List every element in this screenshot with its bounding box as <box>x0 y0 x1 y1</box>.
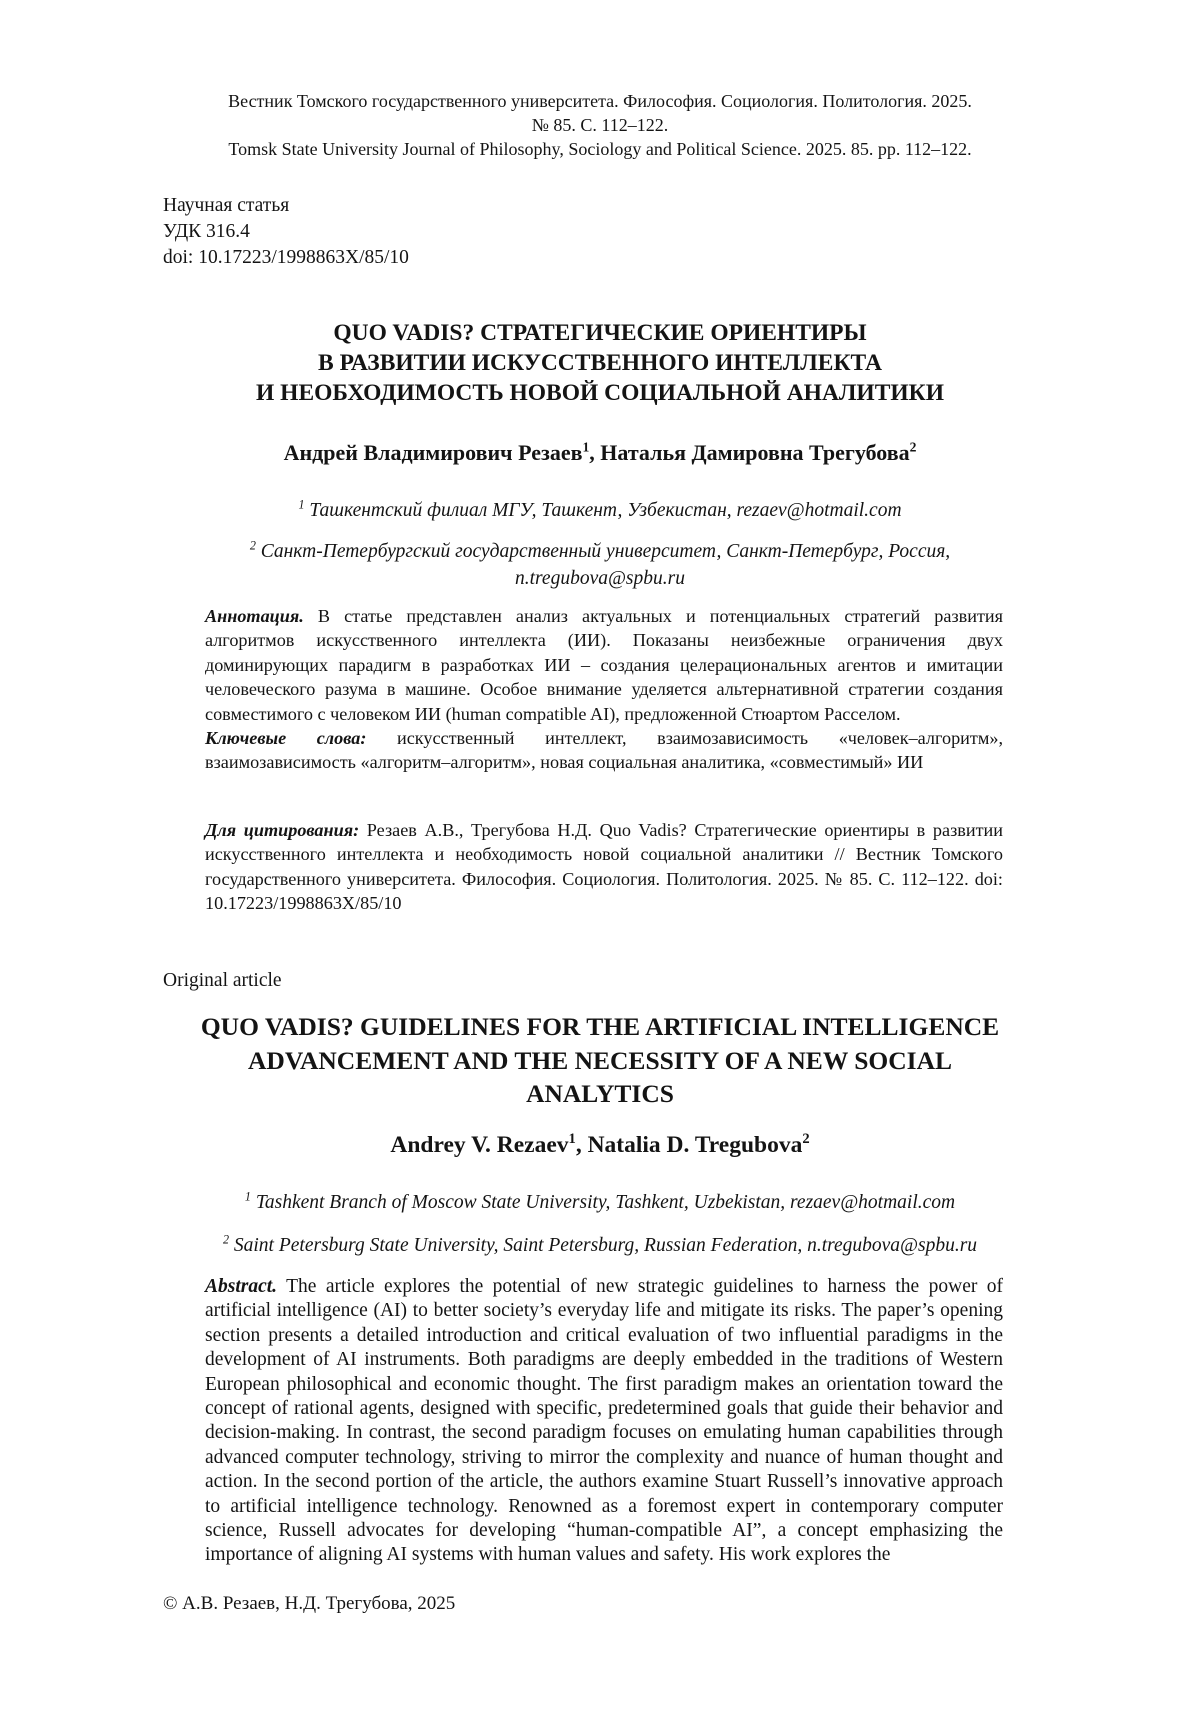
abstract-en-label: Abstract. <box>205 1276 278 1297</box>
author-name: Andrey V. Rezaev <box>390 1132 569 1158</box>
author-affiliation-mark: 1 <box>568 1131 576 1148</box>
affiliation-mark: 2 <box>249 538 256 553</box>
abstract-ru-paragraph <box>205 604 1003 726</box>
affiliation-text: Saint Petersburg State University, Saint Petersburg, Russian Federation, n.tregubova@spbu.ru <box>233 1235 978 1256</box>
affiliation-email: n.tregubova@spbu.ru <box>515 568 685 589</box>
affiliation-text: Tashkent Branch of Moscow State University, Tashkent, Uzbekistan, rezaev@hotmail.com <box>255 1192 956 1213</box>
author-name: Андрей Владимирович Резаев <box>283 440 583 465</box>
author-affiliation-mark: 2 <box>802 1131 810 1148</box>
article-type-en: Original article <box>163 970 282 991</box>
copyright: © А.В. Резаев, Н.Д. Трегубова, 2025 <box>163 1593 456 1614</box>
author-affiliation-mark: 1 <box>582 439 590 455</box>
citation-label: Для цитирования: <box>205 820 360 840</box>
title-en-line: ADVANCEMENT AND THE NECESSITY OF A NEW SOCIAL <box>247 1045 953 1075</box>
author-name: Наталья Дамировна Трегубова <box>600 440 910 465</box>
journal-header-ru: Вестник Томского государственного университета. Философия. Социология. Политология. 2025. <box>228 91 972 111</box>
title-en-line: QUO VADIS? GUIDELINES FOR THE ARTIFICIAL INTELLIGENCE <box>200 1012 1000 1041</box>
abstract-ru-text: В статье представлен анализ актуальных и потенциальных стратегий развития алгоритмов искусственного интеллекта (ИИ). Показаны неизбежные ограничения двух доминирующих парадигм в разработках ИИ – создания целерациональных агентов и имитации человеческого разума в машине. Особое внимание уделяется альтернативной стратегии создания совместимого с человеком ИИ (human compatible AI), предложенной Стюартом Расселом. <box>205 606 1003 724</box>
title-ru-line: В РАЗВИТИИ ИСКУССТВЕННОГО ИНТЕЛЛЕКТА <box>318 350 882 376</box>
author-separator: , <box>589 440 601 465</box>
affiliation-text: Ташкентский филиал МГУ, Ташкент, Узбекистан, rezaev@hotmail.com <box>309 500 902 521</box>
authors-en <box>140 1132 1060 1159</box>
citation-text: Резаев А.В., Трегубова Н.Д. Quo Vadis? Стратегические ориентиры в развитии искусственного интеллекта и необходимость новой социальной аналитики // Вестник Томского государственного университета. Философия. Социология. Политология. 2025. № 85. С. 112–122. doi: 10.17223/1998863X/85/10 <box>205 820 1003 914</box>
abstract-en-text: The article explores the potential of new strategic guidelines to harness the power of artificial intelligence (AI) to better society’s everyday life and mitigate its risks. The paper’s opening section presents a detailed introduction and critical evaluation of two influential paradigms in the development of AI instruments. Both paradigms are deeply embedded in the traditions of Western European philosophical and economic thought. The first paradigm makes an orientation toward the concept of rational agents, designed with specific, predetermined goals that guide their behavior and decision-making. In contrast, the second paradigm focuses on emulating human capabilities through advanced computer technology, striving to mirror the complexity and nuance of human thought and action. In the second portion of the article, the authors examine Stuart Russell’s innovative approach to artificial intelligence technology. Renowned as a foremost expert in contemporary computer science, Russell advocates for developing “human-compatible AI”, a concept emphasizing the importance of aligning AI systems with human values and safety. His work explores the <box>205 1276 1003 1566</box>
title-ru-line: QUO VADIS? СТРАТЕГИЧЕСКИЕ ОРИЕНТИРЫ <box>333 320 867 346</box>
affiliation-mark: 1 <box>298 497 305 512</box>
abstract-ru <box>205 604 1003 775</box>
affiliation-text: Санкт-Петербургский государственный университет, Санкт-Петербург, Россия, <box>260 541 951 562</box>
affiliation-ru-2 <box>150 538 1050 592</box>
authors-ru <box>140 440 1060 466</box>
journal-header-issue: № 85. С. 112–122. <box>531 115 669 135</box>
citation <box>205 818 1003 916</box>
title-en <box>140 1010 1060 1111</box>
doi: doi: 10.17223/1998863X/85/10 <box>163 247 409 268</box>
affiliation-mark: 1 <box>244 1189 251 1204</box>
article-meta <box>163 193 409 271</box>
keywords-ru <box>205 726 1003 775</box>
author-separator: , <box>575 1132 588 1158</box>
affiliation-mark: 2 <box>222 1232 229 1247</box>
udk-code: УДК 316.4 <box>163 221 250 242</box>
author-affiliation-mark: 2 <box>909 439 917 455</box>
article-type-ru: Научная статья <box>163 195 290 216</box>
journal-header <box>150 89 1050 161</box>
abstract-en <box>205 1275 1003 1568</box>
keywords-ru-text: искусственный интеллект, взаимозависимость «человек–алгоритм», взаимозависимость «алгоритм–алгоритм», новая социальная аналитика, «совместимый» ИИ <box>205 728 1003 773</box>
author-name: Natalia D. Tregubova <box>587 1132 803 1158</box>
title-en-line: ANALYTICS <box>526 1079 674 1108</box>
affiliation-en-2 <box>150 1232 1050 1259</box>
affiliation-ru-1 <box>150 497 1050 524</box>
title-ru-line: И НЕОБХОДИМОСТЬ НОВОЙ СОЦИАЛЬНОЙ АНАЛИТИКИ <box>256 380 944 406</box>
keywords-ru-label: Ключевые слова: <box>205 728 367 749</box>
affiliation-en-1 <box>150 1189 1050 1216</box>
title-ru <box>140 318 1060 408</box>
journal-header-en: Tomsk State University Journal of Philosophy, Sociology and Political Science. 2025. 85. pp. 112–122. <box>228 139 972 159</box>
abstract-ru-label: Аннотация. <box>205 606 304 626</box>
